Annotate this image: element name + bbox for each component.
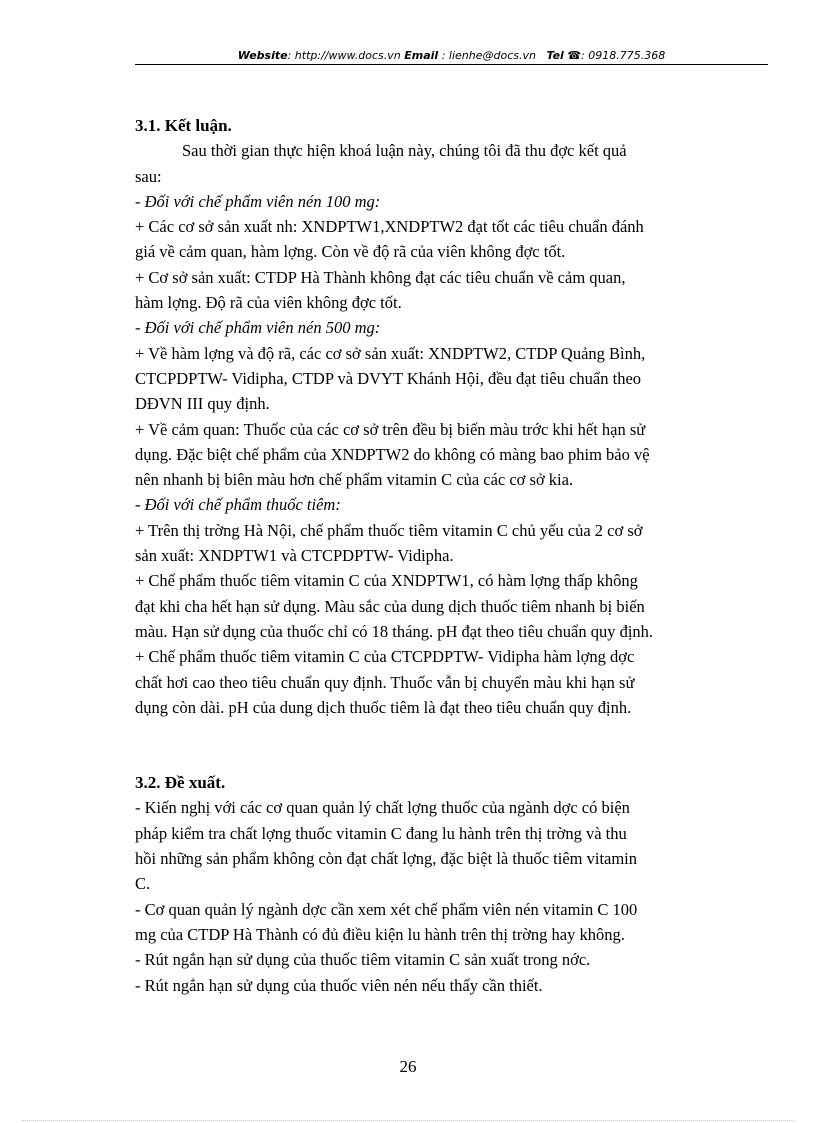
paragraph-line: - Cơ quan quản lý ngành dợc cần xem xét chế phẩm viên nén vitamin C 100 [135,899,638,919]
page-number: 26 [399,1057,417,1076]
paragraph-line: dụng. Đặc biệt chế phẩm của XNDPTW2 do không có màng bao phim bảo vệ [135,444,650,464]
paragraph-line: dụng còn dài. pH của dung dịch thuốc tiêm là đạt theo tiêu chuẩn quy định. [135,697,632,717]
paragraph-line: giá về cảm quan, hàm lợng. Còn về độ rã của viên không đợc tốt. [135,242,566,262]
paragraph-line: mg của CTDP Hà Thành có đủ điều kiện lu hành trên thị trờng hay không. [135,924,625,944]
paragraph-line: nên nhanh bị biên màu hơn chế phẩm vitamin C của các cơ sở kia. [135,470,574,490]
email-value: : lienhe@docs.vn [438,49,536,62]
paragraph-line: + Chế phẩm thuốc tiêm vitamin C của XNDPTW1, có hàm lợng thấp không [135,571,638,591]
email-label: Email [404,49,439,62]
paragraph-line: C. [135,874,151,894]
subheading-500mg: - Đối với chế phẩm viên nén 500 mg: [135,318,381,338]
document-body [135,113,738,998]
subheading-injection: - Đối với chế phẩm thuốc tiêm: [135,495,341,515]
paragraph-line: + Các cơ sở sản xuất nh: XNDPTW1,XNDPTW2 đạt tốt các tiêu chuẩn đánh [135,217,644,237]
phone-icon: ☎ [567,49,582,62]
website-value: : http://www.docs.vn [287,49,401,62]
paragraph-line: hồi những sản phẩm không còn đạt chất lợng, đặc biệt là thuốc tiêm vitamin [135,849,638,869]
paragraph-line: + Chế phẩm thuốc tiêm vitamin C của CTCPDPTW- Vidipha hàm lợng dợc [135,647,635,667]
section-title-conclusion: 3.1. Kết luận. [135,116,232,135]
paragraph-line: sản xuất: XNDPTW1 và CTCPDPTW- Vidipha. [135,546,454,566]
paragraph-line: - Kiến nghị với các cơ quan quản lý chất lợng thuốc của ngành dợc có biện [135,798,630,818]
paragraph-line: + Trên thị trờng Hà Nội, chế phẩm thuốc tiêm vitamin C chủ yếu của 2 cơ sở [135,520,643,540]
paragraph-line: màu. Hạn sử dụng của thuốc chỉ có 18 tháng. pH đạt theo tiêu chuẩn quy định. [135,621,654,641]
paragraph-line: pháp kiểm tra chất lợng thuốc vitamin C đang lu hành trên thị trờng và thu [135,823,627,843]
paragraph-line: - Rút ngắn hạn sử dụng của thuốc viên nén nếu thấy cần thiết. [135,975,543,995]
subheading-100mg: - Đối với chế phẩm viên nén 100 mg: [135,191,381,211]
paragraph-line: Sau thời gian thực hiện khoá luận này, chúng tôi đã thu đợc kết quả [182,141,627,161]
section-gap [135,720,738,770]
paragraph-line: hàm lợng. Độ rã của viên không đợc tốt. [135,293,402,313]
page-header [135,47,768,65]
paragraph-line: - Rút ngắn hạn sử dụng của thuốc tiêm vitamin C sản xuất trong nớc. [135,950,591,970]
paragraph-line: sau: [135,166,162,186]
paragraph-line: CTCPDPTW- Vidipha, CTDP và DVYT Khánh Hội, đều đạt tiêu chuẩn theo [135,368,642,388]
paragraph-line: chất hơi cao theo tiêu chuẩn quy định. Thuốc vẫn bị chuyển màu khi hạn sử [135,672,635,692]
paragraph-line: DĐVN III quy định. [135,394,270,414]
header-divider [135,64,768,65]
paragraph-line: + Về hàm lợng và độ rã, các cơ sở sản xuất: XNDPTW2, CTDP Quảng Bình, [135,343,646,363]
page-bottom-border [22,1120,794,1121]
tel-label: Tel [546,49,564,62]
tel-value: : 0918.775.368 [581,49,666,62]
paragraph-line: + Về cảm quan: Thuốc của các cơ sở trên đều bị biến màu trớc khi hết hạn sử [135,419,646,439]
section-title-proposal: 3.2. Đề xuất. [135,773,226,793]
paragraph-line: + Cơ sở sản xuất: CTDP Hà Thành không đạt các tiêu chuẩn về cảm quan, [135,267,626,287]
website-label: Website [237,49,288,62]
paragraph-line: đạt khi cha hết hạn sử dụng. Màu sắc của dung dịch thuốc tiêm nhanh bị biến [135,596,645,616]
